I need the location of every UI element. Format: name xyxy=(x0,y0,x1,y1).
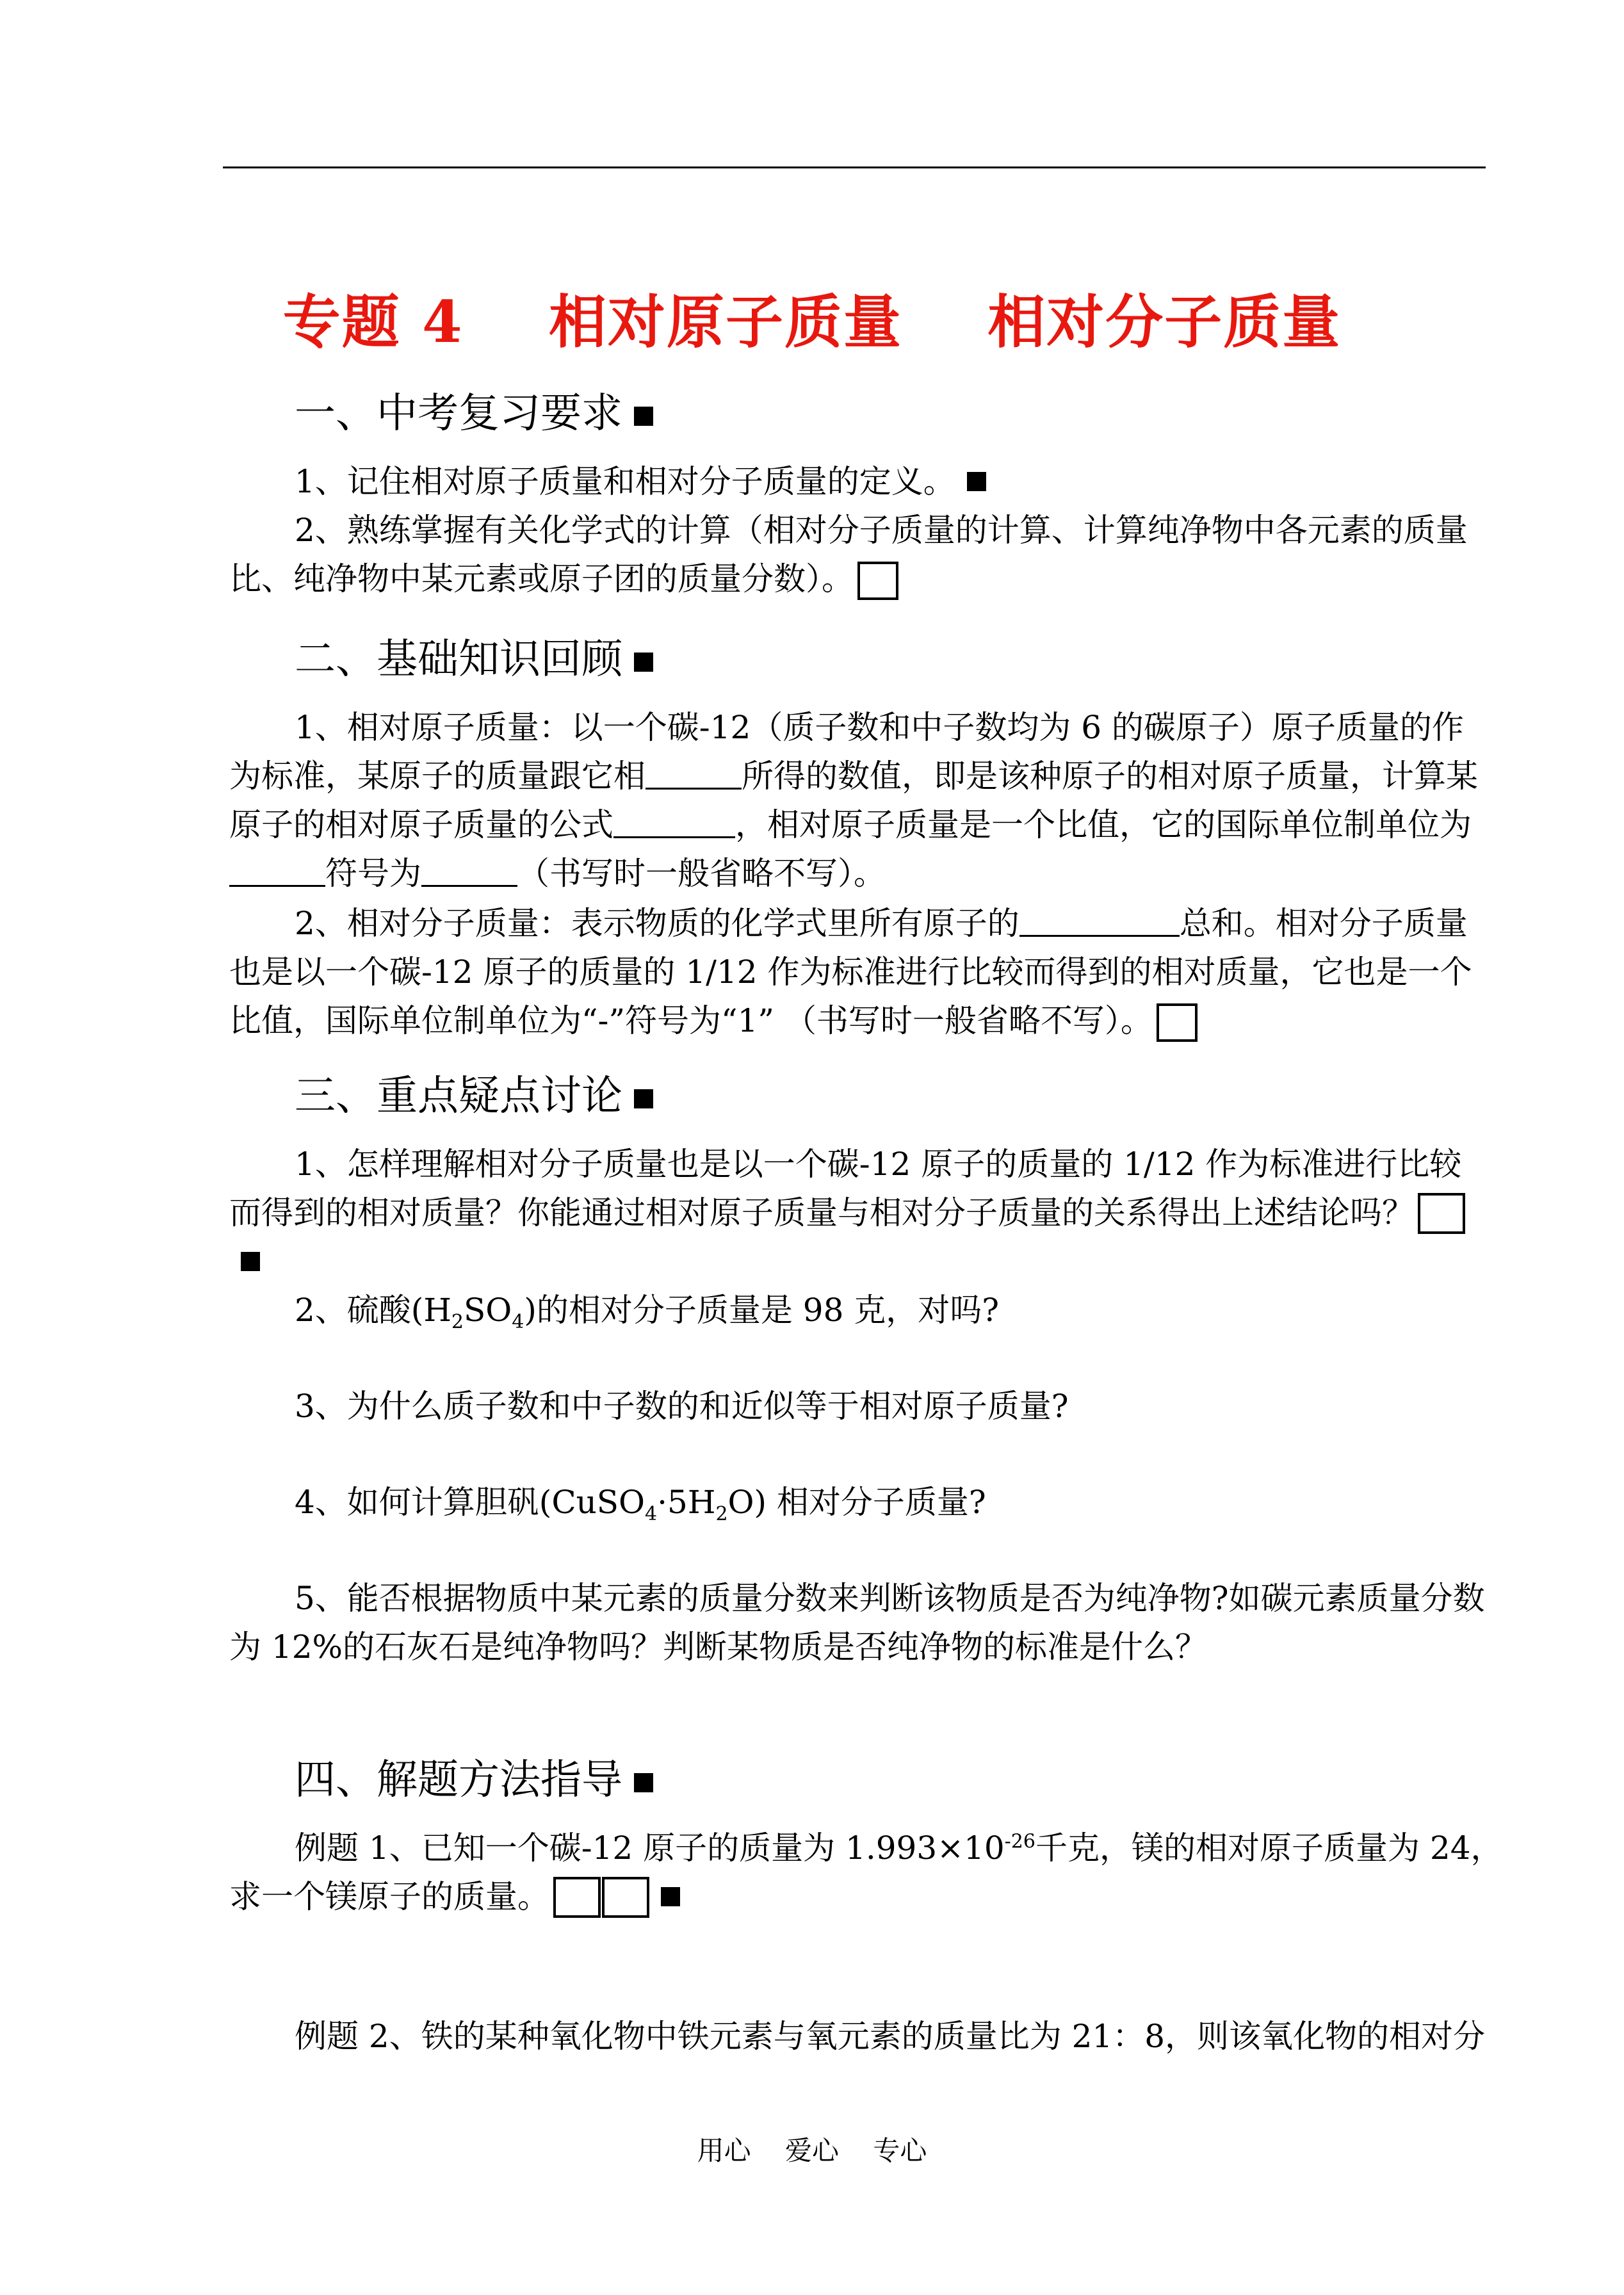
square-marker-icon xyxy=(241,1252,260,1271)
square-marker-icon xyxy=(634,407,653,426)
s3-item-5: 5、能否根据物质中某元素的质量分数来判断该物质是否为纯净物?如碳元素质量分数为 12%的石灰石是纯净物吗？判断某物质是否纯净物的标准是什么？ xyxy=(229,1580,1485,1666)
s3-item-3: 3、为什么质子数和中子数的和近似等于相对原子质量? xyxy=(295,1388,1069,1425)
example-2: 例题 2、铁的某种氧化物中铁元素与氧元素的质量比为 21：8，则该氧化物的相对分 xyxy=(295,2018,1486,2055)
page-footer: 用心 爱心 专心 xyxy=(697,2135,927,2166)
section-1-heading: 一、中考复习要求 xyxy=(295,380,653,439)
section-2-heading: 二、基础知识回顾 xyxy=(295,626,653,685)
fill-blank[interactable] xyxy=(229,856,325,887)
square-marker-icon xyxy=(634,1773,653,1792)
s3-item-2: 2、硫酸$(H_2SO_4)$的相对分子质量是 98 克，对吗? xyxy=(295,1292,1000,1333)
empty-box-icon xyxy=(1418,1193,1465,1234)
s1-item-2: 2、熟练掌握有关化学式的计算（相对分子质量的计算、计算纯净物中各元素的质量比、纯净物中某元素或原子团的质量分数）。 xyxy=(229,506,1486,603)
empty-box-icon xyxy=(857,562,898,600)
empty-box-icon xyxy=(1157,1003,1198,1042)
section-3-heading: 三、重点疑点讨论 xyxy=(295,1063,653,1122)
fill-blank[interactable] xyxy=(421,856,517,887)
s2-item-1: 1、相对原子质量：以一个碳-12（质子数和中子数均为 6 的碳原子）原子质量的作为标准，某原子的质量跟它相 所得的数值，即是该种原子的相对原子质量，计算某原子的相对原子质量的公式 ，相对原子质量是一个比值，它的国际单位制单位为符号为 （书写时一般省略不写）。 xyxy=(229,709,1478,892)
fill-blank[interactable] xyxy=(1019,905,1180,937)
square-marker-icon xyxy=(634,1089,653,1108)
example-1-line-2: 求一个镁原子的质量。 xyxy=(229,1871,680,1918)
section-4-heading: 四、解题方法指导 xyxy=(295,1747,653,1806)
square-marker-icon xyxy=(967,472,986,491)
s3-item-1: 1、怎样理解相对分子质量也是以一个碳-12 原子的质量的 1/12 作为标准进行比较而得到的相对质量？你能通过相对原子质量与相对分子质量的关系得出上述结论吗？ xyxy=(229,1140,1486,1286)
page-title: 专题 4 相对原子质量 相对分子质量 xyxy=(282,288,1342,356)
s3-item-4: 4、如何计算胆矾$(CuSO_4\cdot 5H_2O)$ 相对分子质量? xyxy=(295,1484,986,1525)
s1-item-1: 1、记住相对原子质量和相对分子质量的定义。 xyxy=(229,457,1486,506)
example-1-line-1: 例题 1、已知一个碳-12 原子的质量为 $1.993\times 10^{-26}$千克，镁的相对原子质量为 24， xyxy=(295,1829,1503,1867)
square-marker-icon xyxy=(661,1887,680,1906)
fill-blank[interactable] xyxy=(613,807,735,838)
s2-item-2: 2、相对分子质量：表示物质的化学式里所有原子的 总和。相对分子质量也是以一个碳-12 原子的质量的 1/12 作为标准进行比较而得到的相对质量，它也是一个比值，国际单位制单位为“-”符号为“1” （书写时一般省略不写）。 xyxy=(229,899,1486,1045)
empty-box-icon xyxy=(602,1877,649,1918)
header-rule xyxy=(223,166,1486,168)
fill-blank[interactable] xyxy=(646,758,742,790)
square-marker-icon xyxy=(634,653,653,672)
empty-box-icon xyxy=(553,1877,601,1918)
